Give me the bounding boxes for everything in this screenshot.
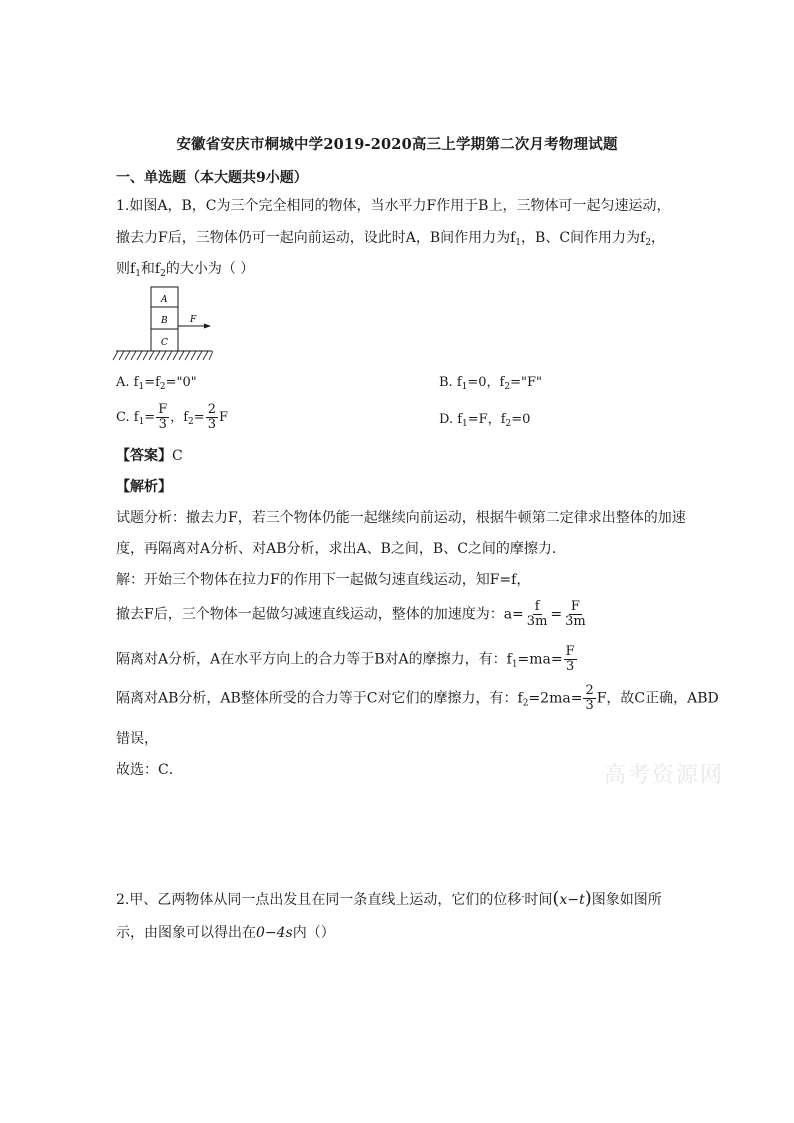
option-b[interactable]: B. $f_1=0$，$f_2="F$" [439,375,542,392]
analysis-line-1: 试题分析：撤去力F，若三个物体仍能一起继续向前运动，根据牛顿第二定律求出整体的加速 [116,510,686,526]
option-d[interactable]: D. $f_1=F$，$f_2=0$ [439,412,531,429]
f1-frac: $\frac{F}{3}$ [565,644,575,674]
q2-paren-close: ) [584,888,592,909]
accel-frac-2: $\frac{F}{3m}$ [565,599,586,629]
option-a[interactable]: A. $f_1=f_2="0$" [116,375,197,392]
q2-dash: - [521,892,525,902]
q1-line3: 则$f_1$和$f_2$的大小为（ ） [116,261,255,279]
analysis-line-5: 隔离对A分析，A在水平方向上的合力等于B对A的摩擦力，有：$f_1=ma=$ $\frac{F}{3}$ [116,644,575,674]
accel-frac-1: $\frac{f}{3m}$ [526,599,548,629]
analysis-line-3: 解：开始三个物体在拉力F的作用下一起做匀速直线运动，知F=f， [116,572,531,588]
f2-frac: $\frac{2}{3}$ [585,683,594,713]
ground-hatching [113,351,213,360]
analysis-line-2: 度，再隔离对A分析、对AB分析，求出A、B之间，B、C之间的摩擦力． [116,541,566,557]
analysis-line-6: 隔离对AB分析，AB整体所受的合力等于C对它们的摩擦力，有：$f_2=2ma=$ $\frac{2}{3}$ F，故C正确，ABD [116,683,719,713]
option-c-frac-1: $\frac{F}{3}$ [158,402,168,432]
label-b: B [161,316,168,326]
analysis-line-4: 撤去F后，三个物体一起做匀减速直线运动，整体的加速度为：a= $\frac{f}{3m}$ = $\frac{F}{3m}$ [116,599,586,629]
answer-line: 【答案】C [116,448,183,464]
label-a: A [161,295,168,305]
analysis-line-8: 故选：C． [116,762,183,778]
analysis-heading: 【解析】 [116,479,172,495]
q2-line2: 示，由图象可以得出在0−4s内（） [116,925,335,941]
label-force: F [190,315,197,325]
section-heading: 一、单选题（本大题共9小题） [116,170,308,186]
q1-line1: 1.如图A，B，C为三个完全相同的物体，当水平力F作用于B上，三物体可一起匀速运动， [116,198,671,214]
option-c[interactable]: C. $f_1=$ $\frac{F}{3}$ ，$f_2=$ $\frac{2}{3}$ F [116,402,228,432]
q2-line1: 2.甲、乙两物体从同一点出发且在同一条直线上运动，它们的位移-时间(x−t)图象如图所 [116,888,662,909]
blocks-figure [112,284,216,364]
force-arrow-head [204,324,211,329]
page-title: 安徽省安庆市桐城中学2019-2020高三上学期第二次月考物理试题 [176,136,618,153]
option-c-frac-2: $\frac{2}{3}$ [207,402,216,432]
watermark-text: 高考资源网 [604,763,725,788]
analysis-line-7: 错误， [116,731,158,747]
q2-paren-open: ( [552,888,560,909]
label-c: C [161,338,168,348]
q1-line2: 撤去力F后，三物体仍可一起向前运动，设此时A，B间作用力为$f_1$，B、C间作用力为$f_2$， [116,230,665,248]
